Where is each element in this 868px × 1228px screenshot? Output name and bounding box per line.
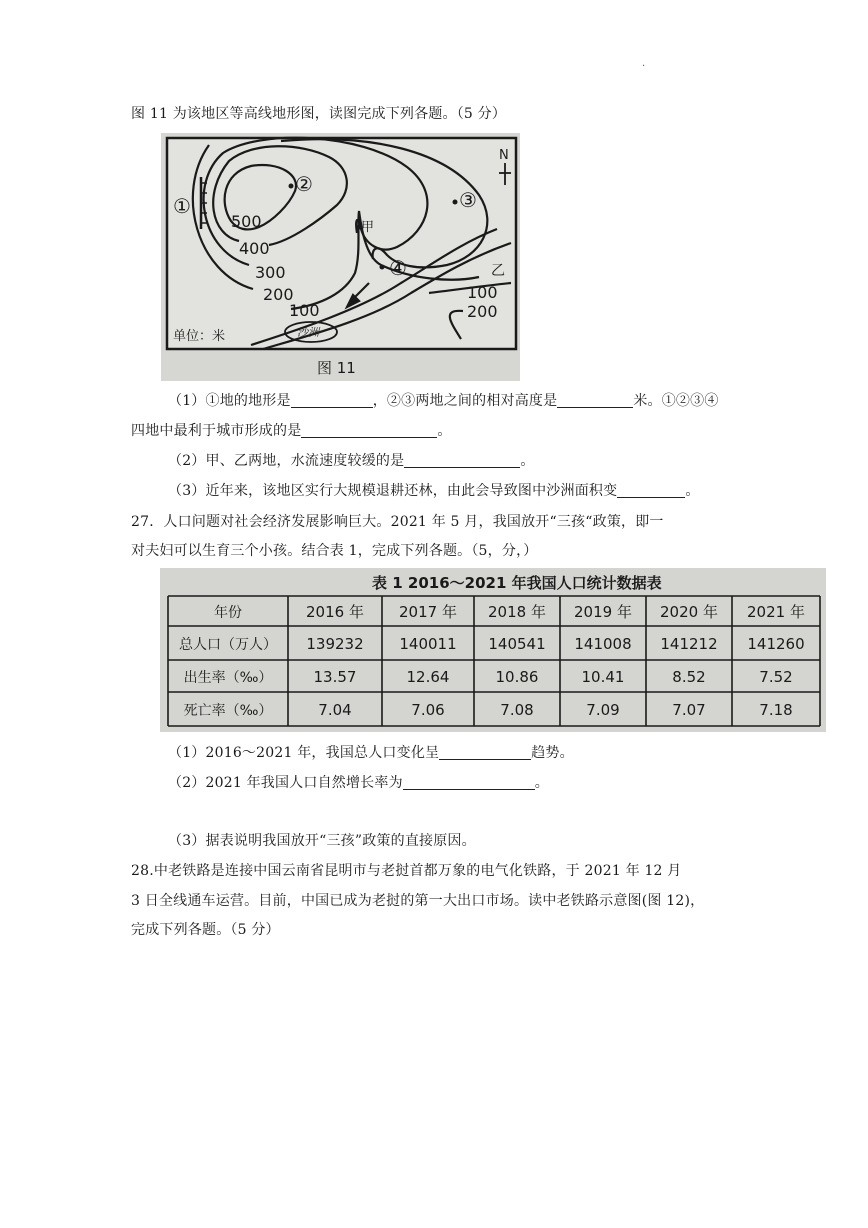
table-cell: 141008 — [574, 635, 632, 653]
table-header-cell: 2019 年 — [574, 603, 632, 621]
point-3-label: ③ — [459, 188, 477, 212]
table-header-cell: 2021 年 — [747, 603, 805, 621]
answer-blank-6[interactable] — [439, 745, 531, 760]
answer-blank-3[interactable] — [301, 423, 437, 438]
q26-sub1-line2: 四地中最利于城市形成的是 。 — [131, 423, 452, 439]
q27-line2: 对夫妇可以生育三个小孩。结合表 1，完成下列各题。（5，分，） — [131, 543, 538, 559]
q28-line3: 完成下列各题。（5 分） — [131, 922, 280, 938]
q28-line1: 28.中老铁路是连接中国云南省昆明市与老挝首都万象的电气化铁路，于 2021 年 12 月 — [131, 863, 682, 879]
map-unit: 单位：米 — [173, 329, 226, 344]
north-label: N — [499, 148, 509, 163]
q27-sub1: （1）2016～2021 年，我国总人口变化呈 趋势。 — [168, 745, 574, 761]
contour-label-100-right: 100 — [467, 283, 498, 302]
answer-blank-1[interactable] — [291, 393, 373, 408]
table-header-cell: 2016 年 — [306, 603, 364, 621]
table-cell: 7.06 — [411, 701, 445, 719]
point-yi-label: 乙 — [491, 263, 505, 279]
table-cell: 总人口（万人） — [179, 637, 277, 653]
table-cell: 7.18 — [759, 701, 793, 719]
population-table-photo — [160, 568, 826, 732]
table-title: 表 1 2016～2021 年我国人口统计数据表 — [372, 574, 662, 592]
contour-label-100: 100 — [289, 301, 320, 320]
table-cell: 141212 — [660, 635, 718, 653]
q28-line2: 3 日全线通车运营。目前，中国已成为老挝的第一大出口市场。读中老铁路示意图(图 12)， — [131, 893, 705, 909]
contour-label-400: 400 — [239, 239, 270, 258]
q27-sub3: （3）据表说明我国放开“三孩”政策的直接原因。 — [168, 833, 476, 849]
point-4-label: ④ — [389, 256, 407, 280]
answer-blank-4[interactable] — [404, 453, 520, 468]
point-1-label: ① — [173, 194, 191, 218]
table-cell: 139232 — [306, 635, 364, 653]
q26-intro: 图 11 为该地区等高线地形图，读图完成下列各题。（5 分） — [131, 106, 507, 122]
answer-blank-2[interactable] — [557, 393, 633, 408]
contour-label-200-right: 200 — [467, 302, 498, 321]
contour-label-200: 200 — [263, 285, 294, 304]
point-2-label: ② — [295, 172, 313, 196]
contour-label-300: 300 — [255, 263, 286, 282]
table-cell: 140541 — [488, 635, 546, 653]
answer-blank-5[interactable] — [617, 483, 685, 498]
table-cell: 10.41 — [581, 668, 625, 686]
table-cell: 7.07 — [672, 701, 706, 719]
table-cell: 7.52 — [759, 668, 793, 686]
q27-sub2: （2）2021 年我国人口自然增长率为 。 — [168, 775, 549, 791]
table-cell: 7.04 — [318, 701, 352, 719]
table-cell: 7.08 — [500, 701, 534, 719]
sandbar-label: 沙洲 — [297, 326, 319, 339]
table-cell: 140011 — [399, 635, 457, 653]
q26-sub1-line1: （1）①地的地形是 ，②③两地之间的相对高度是 米。①②③④ — [168, 393, 719, 409]
point-jia-label: 甲 — [361, 220, 375, 235]
table-cell: 8.52 — [672, 668, 706, 686]
table-cell: 12.64 — [406, 668, 450, 686]
table-header-cell: 2020 年 — [660, 603, 718, 621]
page-mark: . — [642, 58, 646, 69]
q26-sub2: （2）甲、乙两地，水流速度较缓的是 。 — [168, 453, 535, 469]
answer-blank-7[interactable] — [403, 775, 535, 790]
table-header-cell: 2017 年 — [399, 603, 457, 621]
table-cell: 10.86 — [495, 668, 539, 686]
table-cell: 141260 — [747, 635, 805, 653]
q27-line1: 27．人口问题对社会经济发展影响巨大。2021 年 5 月，我国放开“三孩“政策，即一 — [131, 514, 664, 530]
table-cell: 13.57 — [313, 668, 357, 686]
table-header-cell: 2018 年 — [488, 603, 546, 621]
q26-sub3: （3）近年来，该地区实行大规模退耕还林，由此会导致图中沙洲面积变 。 — [168, 483, 700, 499]
table-cell: 7.09 — [586, 701, 620, 719]
table-cell: 出生率（‰） — [183, 670, 273, 686]
table-header-cell: 年份 — [214, 605, 242, 621]
map-caption: 图 11 — [317, 359, 356, 377]
table-cell: 死亡率（‰） — [183, 703, 273, 719]
contour-map-figure-11 — [161, 133, 520, 381]
contour-label-500: 500 — [231, 212, 262, 231]
